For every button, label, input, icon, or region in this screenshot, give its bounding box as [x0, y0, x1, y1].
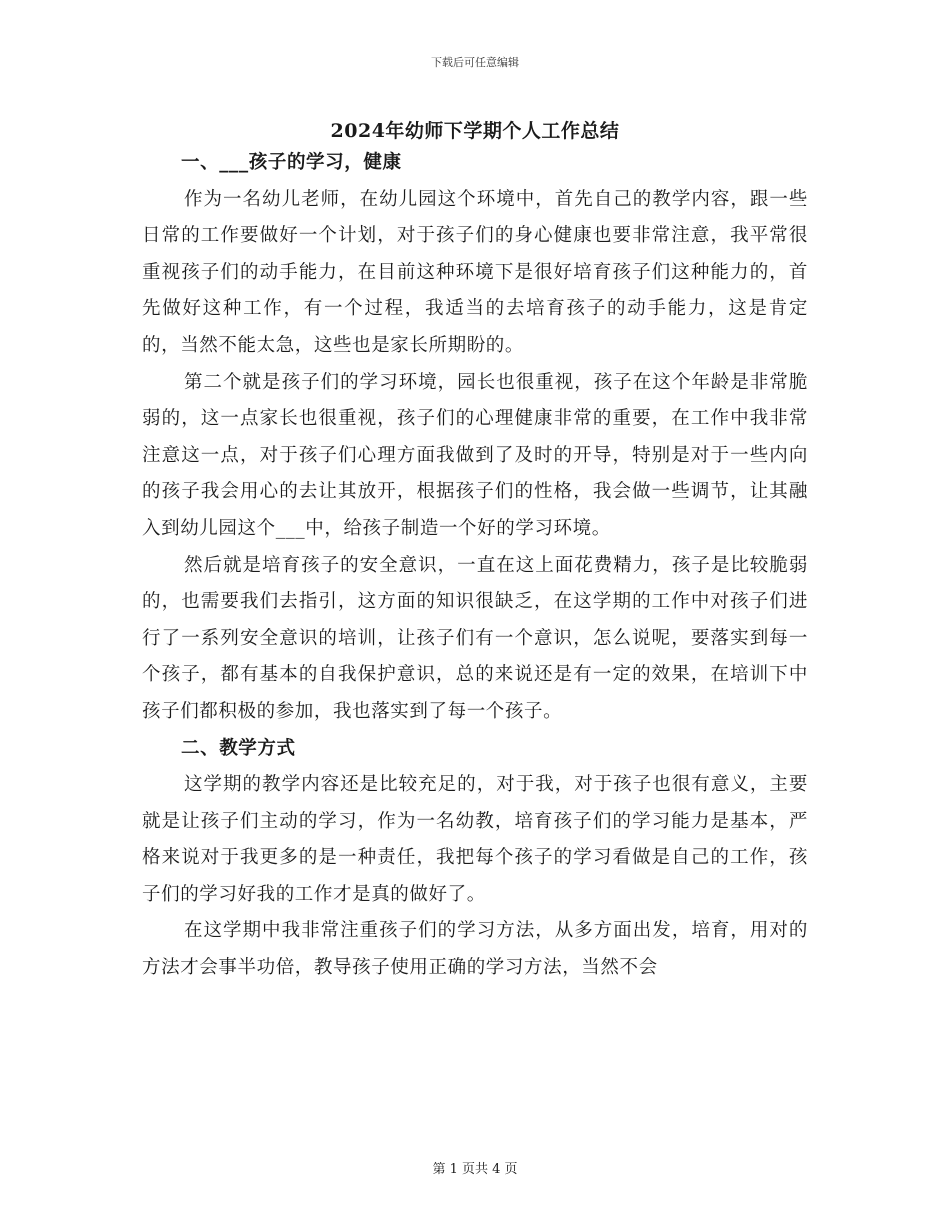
paragraph: 作为一名幼儿老师，在幼儿园这个环境中，首先自己的教学内容，跟一些日常的工作要做好一个计划，对于孩子们的身心健康也要非常注意，我平常很重视孩子们的动手能力，在目前这种环境下是很好培育孩子们这种能力的，首先做好这种工作，有一个过程，我适当的去培育孩子的动手能力，这是肯定的，当然不能太急，这些也是家长所期盼的。	[142, 188, 808, 356]
section-heading: 二、教学方式	[181, 737, 296, 759]
paragraph: 然后就是培育孩子的安全意识，一直在这上面花费精力，孩子是比较脆弱的，也需要我们去指引，这方面的知识很缺乏，在这学期的工作中对孩子们进行了一系列安全意识的培训，让孩子们有一个意识，怎么说呢，要落实到每一个孩子，都有基本的自我保护意识，总的来说还是有一定的效果，在培训下中孩子们都积极的参加，我也落实到了每一个孩子。	[142, 554, 808, 722]
document-title: 2024年幼师下学期个人工作总结	[330, 120, 620, 142]
section-1	[142, 145, 808, 731]
paragraph: 第二个就是孩子们的学习环境，园长也很重视，孩子在这个年龄是非常脆弱的，这一点家长也很重视，孩子们的心理健康非常的重要，在工作中我非常注意这一点，对于孩子们心理方面我做到了及时的开导，特别是对于一些内向的孩子我会用心的去让其放开，根据孩子们的性格，我会做一些调节，让其融入到幼儿园这个___中，给孩子制造一个好的学习环境。	[142, 371, 808, 539]
page-header-note: 下载后可任意编辑	[431, 56, 519, 69]
paragraph: 这学期的教学内容还是比较充足的，对于我，对于孩子也很有意义，主要就是让孩子们主动的学习，作为一名幼教，培育孩子们的学习能力是基本，严格来说对于我更多的是一种责任，我把每个孩子的学习看做是自己的工作，孩子们的学习好我的工作才是真的做好了。	[142, 774, 808, 905]
page-number: 第 1 页共 4 页	[432, 1162, 518, 1177]
section-heading: 一、___孩子的学习，健康	[181, 152, 402, 173]
section-2	[142, 731, 808, 987]
paragraph: 在这学期中我非常注重孩子们的学习方法，从多方面出发，培育，用对的方法才会事半功倍，教导孩子使用正确的学习方法，当然不会	[142, 920, 808, 979]
document-body	[142, 145, 808, 987]
